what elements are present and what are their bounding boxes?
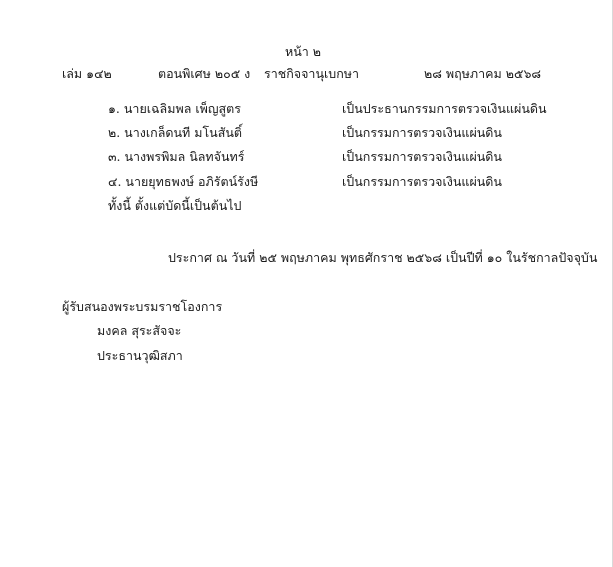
signer-name: มงคล สุระสัจจะ	[97, 323, 182, 338]
member-role-4: เป็นกรรมการตรวจเงินแผ่นดิน	[342, 174, 502, 189]
header-section: ตอนพิเศษ ๒๐๕ ง	[158, 66, 251, 81]
member-name-3: ๓. นางพรพิมล นิลทจันทร์	[108, 149, 245, 164]
signer-title: ประธานวุฒิสภา	[97, 348, 183, 363]
member-role-1: เป็นประธานกรรมการตรวจเงินแผ่นดิน	[342, 101, 547, 116]
member-name-4: ๔. นายยุทธพงษ์ อภิรัตน์รังษี	[108, 174, 259, 189]
member-role-2: เป็นกรรมการตรวจเงินแผ่นดิน	[342, 125, 502, 140]
header-volume: เล่ม ๑๔๒	[62, 66, 112, 81]
effective-clause: ทั้งนี้ ตั้งแต่บัดนี้เป็นต้นไป	[108, 198, 242, 213]
header-gazette-title: ราชกิจจานุเบกษา	[264, 66, 360, 81]
countersign-label: ผู้รับสนองพระบรมราชโองการ	[62, 299, 223, 314]
member-role-3: เป็นกรรมการตรวจเงินแผ่นดิน	[342, 149, 502, 164]
member-name-1: ๑. นายเฉลิมพล เพ็ญสูตร	[108, 101, 241, 116]
page-number: หน้า ๒	[285, 44, 322, 59]
member-name-2: ๒. นางเกล็ดนที มโนสันติ์	[108, 125, 243, 140]
announcement-line: ประกาศ ณ วันที่ ๒๕ พฤษภาคม พุทธศักราช ๒๕๖๘ เป็นปีที่ ๑๐ ในรัชกาลปัจจุบัน	[168, 250, 598, 265]
header-date: ๒๘ พฤษภาคม ๒๕๖๘	[424, 66, 542, 81]
